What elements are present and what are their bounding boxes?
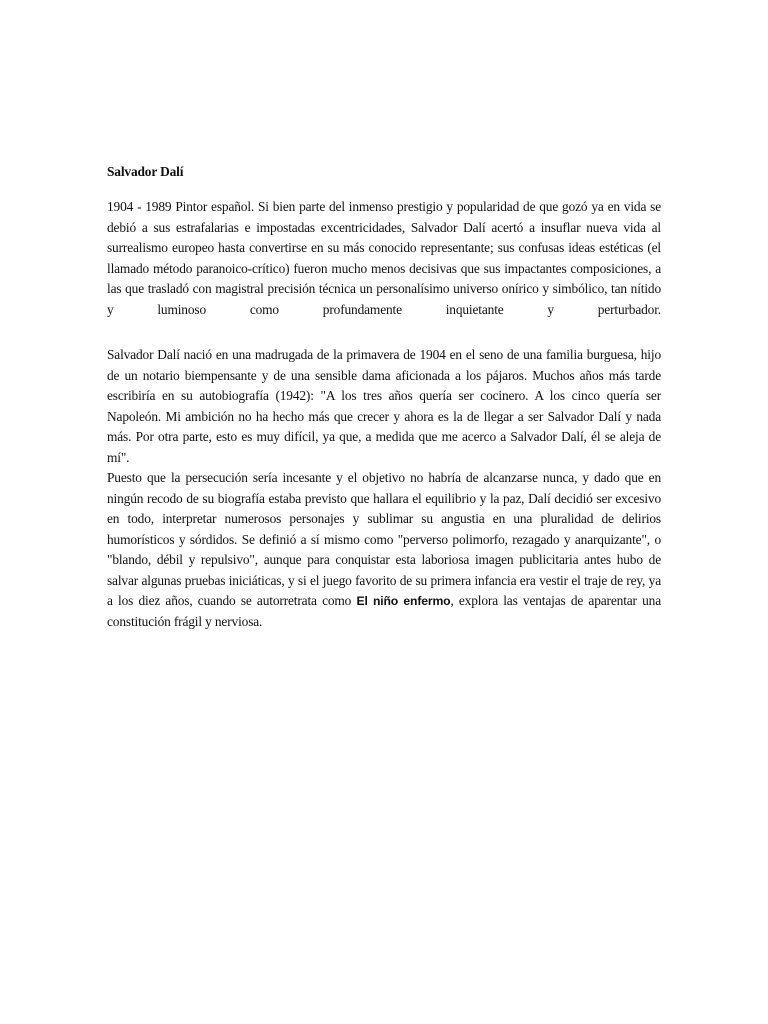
document-title: Salvador Dalí xyxy=(107,164,184,179)
document-body xyxy=(107,162,661,632)
birth-paragraph: Salvador Dalí nació en una madrugada de la primavera de 1904 en el seno de una familia burguesa, hijo de un notario biempensante y de una sensible dama aficionada a los pájaros. Muchos años más tarde escribiría en su autobiografía (1942): "A los tres años quería ser cocinero. A los cinco quería ser Napoleón. Mi ambición no ha hecho más que crecer y ahora es la de llegar a ser Salvador Dalí y nada más. Por otra parte, esto es muy difícil, ya que, a medida que me acerco a Salvador Dalí, él se aleja de mí". xyxy=(107,347,661,465)
painting-title: El niño enfermo xyxy=(356,594,451,608)
persona-text-end: , explora las ventajas de aparentar una constitución frágil y nerviosa. xyxy=(107,593,662,629)
persona-paragraph xyxy=(107,468,661,632)
intro-paragraph: 1904 - 1989 Pintor español. Si bien parte del inmenso prestigio y popularidad de que gozó ya en vida se debió a sus estrafalarias e impostadas excentricidades, Salvador Dalí acertó a insuflar nueva vida al surrealismo europeo hasta convertirse en su más conocido representante; sus confusas ideas estéticas (el llamado método paranoico-crítico) fueron mucho menos decisivas que sus impactantes composiciones, a las que trasladó con magistral precisión técnica un personalísimo universo onírico y simbólico, tan nítido y luminoso como profundamente inquietante y perturbador. xyxy=(107,199,661,317)
persona-text-start: Puesto que la persecución sería incesante y el objetivo no habría de alcanzarse nunca, y dado que en ningún recodo de su biografía estaba previsto que hallara el equilibrio y la paz, Dalí decidió ser excesivo en todo, interpretar numerosos personajes y sublimar su angustia en una pluralidad de delirios humorísticos y sórdidos. Se definió a sí mismo como "perverso polimorfo, rezagado y anarquizante", o "blando, débil y repulsivo", aunque para conquistar esta laboriosa imagen publicitaria antes hubo de salvar algunas pruebas iniciáticas, y si el juego favorito de su primera infancia era vestir el traje de rey, ya a los diez años, cuando se autorretrata como xyxy=(107,470,661,608)
